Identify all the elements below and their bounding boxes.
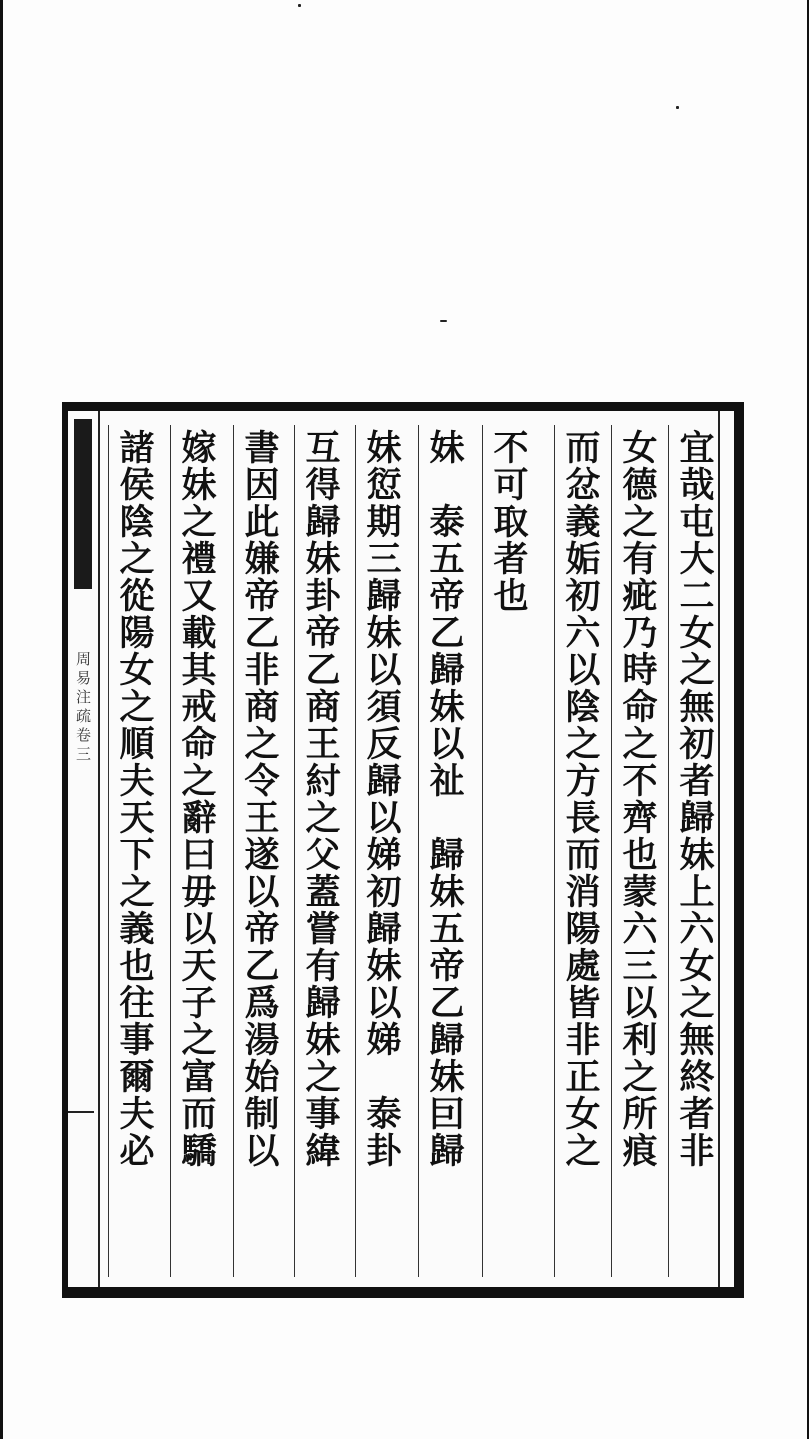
- gutter-title: 周易注疏卷三: [74, 651, 92, 765]
- text-column-5: [418, 425, 469, 1277]
- gutter-tick: [68, 1111, 94, 1113]
- text-column-9: [170, 425, 221, 1277]
- fish-tail-mark: [74, 419, 92, 589]
- column-text: 諸侯陰之從陽女之順夫天下之義也往事爾夫必: [114, 429, 155, 1169]
- column-text: 妹愆期三歸妹以須反歸以娣初歸妹以娣 泰卦: [361, 429, 402, 1169]
- text-column-4: [482, 425, 533, 1277]
- column-text: 書因此嫌帝乙非商之令王遂以帝乙爲湯始制以: [239, 429, 280, 1169]
- column-text: 嫁妹之禮又載其戒命之辭曰毋以天子之富而驕: [176, 429, 217, 1169]
- column-text: 女德之有疵乃時命之不齊也蒙六三以利之所㾗: [617, 429, 658, 1169]
- text-column-1: [668, 425, 719, 1277]
- fold-gutter: [68, 411, 100, 1287]
- text-block: [62, 402, 744, 1298]
- column-text: 而忿義姤初六以陰之方長而消陽處皆非正女之: [560, 429, 601, 1169]
- text-column-8: [233, 425, 284, 1277]
- ink-speck: [676, 106, 679, 109]
- text-column-7: [294, 425, 345, 1277]
- ink-speck: [298, 4, 301, 7]
- text-column-6: [355, 425, 406, 1277]
- column-text: 不可取者也: [488, 429, 529, 614]
- column-text: 妹 泰五帝乙歸妹以祉 歸妹五帝乙歸妹囙歸: [424, 429, 465, 1169]
- column-text: 互得歸妹卦帝乙商王紂之父蓋嘗有歸妹之事緯: [300, 429, 341, 1169]
- column-text: 宜哉屯大二女之無初者歸妹上六女之無終者非: [674, 429, 715, 1169]
- ink-speck: [440, 320, 447, 322]
- text-column-2: [611, 425, 662, 1277]
- page-edge-left: [0, 0, 3, 1439]
- text-column-10: [108, 425, 159, 1277]
- text-column-3: [554, 425, 605, 1277]
